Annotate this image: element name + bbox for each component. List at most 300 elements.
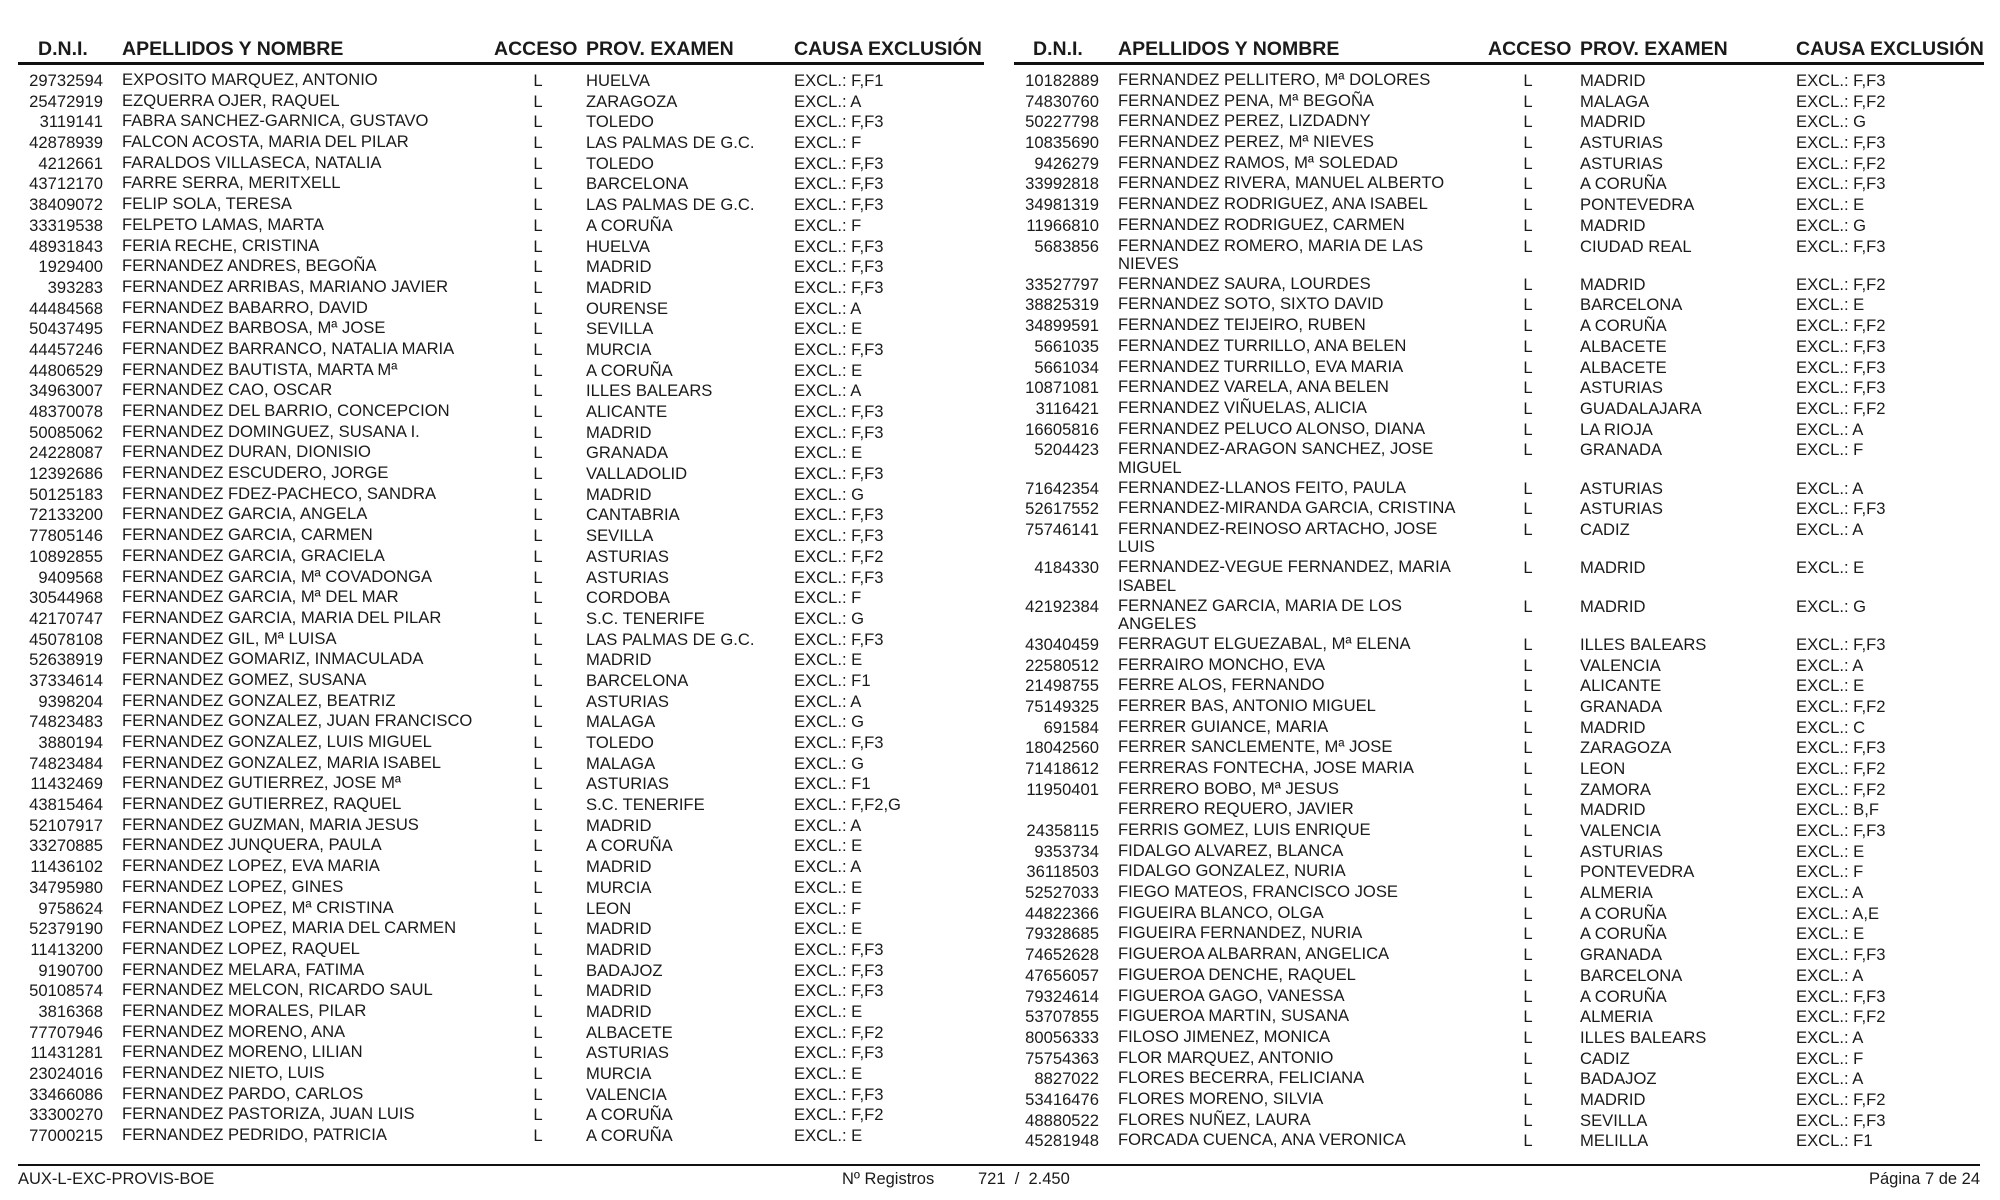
cause-cell: EXCL.: F,F3 [794, 526, 884, 546]
province-cell: BARCELONA [586, 174, 689, 194]
dni-cell: 52527033 [1025, 883, 1099, 903]
dni-cell: 75746141 [1025, 519, 1099, 539]
table-row [18, 547, 984, 568]
access-cell: L [1523, 558, 1533, 578]
name-cell: FERRER GUIANCE, MARIA [1118, 716, 1329, 736]
name-cell: FLOR MARQUEZ, ANTONIO [1118, 1047, 1334, 1067]
access-cell: L [533, 443, 543, 463]
province-cell: ILLES BALEARS [586, 381, 713, 401]
access-cell: L [533, 339, 543, 359]
name-cell: FERNANDEZ DOMINGUEZ, SUSANA I. [122, 421, 420, 441]
name-cell: FERNANDEZ PELLITERO, Mª DOLORES [1118, 70, 1431, 89]
cause-cell: EXCL.: E [794, 836, 863, 856]
name-cell: FERNANDEZ NIETO, LUIS [122, 1063, 325, 1082]
access-cell: L [533, 1022, 543, 1042]
access-cell: L [533, 774, 543, 794]
name-cell: FERNANDEZ VARELA, ANA BELEN [1118, 377, 1389, 397]
table-row [18, 174, 984, 195]
province-cell: A CORUÑA [1580, 316, 1667, 336]
name-cell: FILOSO JIMENEZ, MONICA [1118, 1026, 1331, 1046]
access-cell: L [533, 795, 543, 815]
province-cell: MALAGA [586, 753, 656, 773]
access-cell: L [1523, 883, 1533, 903]
dni-cell: 50227798 [1025, 112, 1099, 132]
name-cell: FLORES BECERRA, FELICIANA [1118, 1068, 1365, 1088]
province-cell: VALLADOLID [586, 464, 688, 484]
access-cell: L [533, 153, 543, 173]
province-cell: ALMERIA [1580, 1007, 1653, 1027]
province-cell: MADRID [1580, 717, 1646, 737]
cause-cell: EXCL.: F,F3 [1796, 945, 1886, 965]
dni-cell: 48370078 [29, 402, 103, 421]
province-cell: ILLES BALEARS [1580, 1027, 1707, 1047]
cause-cell: EXCL.: F,F3 [794, 505, 884, 525]
access-cell: L [1523, 499, 1533, 519]
name-cell: FELIP SOLA, TERESA [122, 194, 293, 214]
cause-cell: EXCL.: E [794, 650, 863, 670]
province-cell: MADRID [1580, 274, 1646, 294]
name-cell: FARALDOS VILLASECA, NATALIA [122, 152, 382, 172]
cause-cell: EXCL.: F,F2 [794, 1105, 884, 1125]
dni-cell: 11431281 [30, 1043, 103, 1063]
name-cell: FERNANDEZ GOMARIZ, INMACULADA [122, 649, 424, 669]
name-cell: FERNANDEZ BARBOSA, Mª JOSE [122, 318, 386, 338]
province-cell: MURCIA [586, 1064, 652, 1083]
cause-cell: EXCL.: F,F3 [1796, 634, 1886, 654]
access-cell: L [1523, 924, 1533, 944]
dni-cell: 30544968 [29, 588, 103, 608]
cause-cell: EXCL.: G [794, 484, 865, 504]
province-cell: ALICANTE [586, 402, 668, 421]
table-row [1014, 295, 1984, 316]
dni-cell: 74823483 [29, 712, 103, 732]
name-cell: FERNANDEZ GOMEZ, SUSANA [122, 669, 367, 689]
table-row [18, 402, 984, 423]
cause-cell: EXCL.: F,F1 [794, 71, 884, 90]
province-cell: ASTURIAS [586, 1043, 669, 1063]
access-cell: L [533, 670, 543, 690]
table-row [18, 650, 984, 671]
access-cell: L [533, 174, 543, 194]
name-cell: FERNANDEZ SAURA, LOURDES [1118, 273, 1371, 293]
dni-cell: 10835690 [1025, 133, 1099, 153]
dni-cell: 34899591 [1025, 316, 1099, 336]
dni-cell: 79324614 [1025, 986, 1099, 1006]
dni-cell: 47656057 [1025, 965, 1099, 985]
name-cell: FERNANDEZ GONZALEZ, JUAN FRANCISCO [122, 711, 473, 731]
dni-cell: 74830760 [1025, 91, 1099, 111]
access-cell: L [533, 546, 543, 566]
name-cell: FERNANDEZ LOPEZ, GINES [122, 876, 344, 896]
access-cell: L [1523, 153, 1533, 173]
table-row [1014, 337, 1984, 358]
cause-cell: EXCL.: F,F3 [794, 981, 884, 1001]
name-cell: FORCADA CUENCA, ANA VERONICA [1118, 1130, 1406, 1150]
cause-cell: EXCL.: F,F2 [1796, 1089, 1886, 1109]
access-cell: L [1523, 398, 1533, 418]
name-cell: FALCON ACOSTA, MARIA DEL PILAR [122, 132, 409, 152]
cause-cell: EXCL.: F,F3 [1796, 174, 1886, 194]
access-cell: L [1523, 1007, 1533, 1027]
cause-cell: EXCL.: E [794, 1126, 863, 1146]
access-cell: L [533, 277, 543, 297]
access-cell: L [1523, 862, 1533, 882]
province-cell: LAS PALMAS DE G.C. [586, 133, 755, 153]
name-cell: FERNANDEZ BARRANCO, NATALIA MARIA [122, 338, 455, 358]
province-cell: MADRID [586, 939, 652, 959]
name-cell: FERNANDEZ DURAN, DIONISIO [122, 442, 371, 462]
access-cell: L [1523, 440, 1533, 460]
name-cell: FERNANDEZ MELARA, FATIMA [122, 959, 365, 979]
left-column [18, 38, 984, 1147]
dni-cell: 38409072 [29, 195, 103, 215]
table-row [1014, 1049, 1984, 1070]
access-cell: L [533, 1043, 543, 1063]
dni-cell: 16605816 [1025, 419, 1099, 439]
province-cell: MADRID [586, 422, 652, 442]
table-row [18, 1085, 984, 1106]
dni-cell: 11432469 [30, 774, 103, 794]
dni-cell: 33466086 [29, 1084, 103, 1104]
cause-cell: EXCL.: E [1796, 295, 1865, 315]
province-cell: MADRID [1580, 800, 1646, 820]
name-cell: FERRAIRO MONCHO, EVA [1118, 654, 1326, 674]
name-cell: FERNANDEZ SOTO, SIXTO DAVID [1118, 294, 1384, 314]
dni-cell: 33300270 [29, 1105, 103, 1125]
cause-cell: EXCL.: A [794, 857, 862, 877]
dni-cell: 11436102 [30, 857, 103, 877]
access-cell: L [1523, 965, 1533, 985]
table-row [18, 733, 984, 754]
cause-cell: EXCL.: F,F2 [1796, 779, 1886, 799]
table-row [1014, 440, 1984, 478]
province-cell: MADRID [586, 1001, 652, 1021]
cause-cell: EXCL.: F [1796, 1048, 1864, 1068]
access-cell: L [1523, 1048, 1533, 1068]
header-rule [18, 62, 984, 65]
dni-cell: 9353734 [1034, 841, 1099, 861]
province-cell: ZARAGOZA [586, 91, 678, 111]
dni-cell: 71642354 [1025, 478, 1099, 498]
province-cell: MADRID [1580, 558, 1646, 578]
dni-cell: 42170747 [29, 608, 103, 628]
table-row [1014, 862, 1984, 883]
dni-cell: 33270885 [29, 836, 103, 856]
cause-cell: EXCL.: B,F [1796, 800, 1879, 820]
dni-cell: 24228087 [29, 443, 103, 463]
cause-cell: EXCL.: F,F3 [794, 960, 884, 980]
cause-cell: EXCL.: A [794, 815, 862, 835]
access-cell: L [1523, 174, 1533, 194]
name-cell: FERNANDEZ ARRIBAS, MARIANO JAVIER [122, 276, 449, 296]
table-row [1014, 133, 1984, 154]
table-row [18, 961, 984, 982]
cause-cell: EXCL.: E [794, 319, 863, 339]
name-cell: FIGUEROA ALBARRAN, ANGELICA [1118, 944, 1390, 964]
province-cell: A CORUÑA [1580, 903, 1667, 923]
cause-cell: EXCL.: A [1796, 655, 1864, 675]
access-cell: L [533, 608, 543, 628]
access-cell: L [533, 319, 543, 339]
name-cell: FIDALGO ALVAREZ, BLANCA [1118, 840, 1344, 860]
name-cell: FERRIS GOMEZ, LUIS ENRIQUE [1118, 820, 1371, 840]
province-cell: BARCELONA [1580, 295, 1683, 315]
cause-cell: EXCL.: F1 [1796, 1131, 1873, 1151]
name-cell: FERNANDEZ GARCIA, CARMEN [122, 525, 373, 545]
name-cell: FERNANDEZ BAUTISTA, MARTA Mª [122, 359, 398, 379]
cause-cell: EXCL.: A [1796, 1027, 1864, 1047]
dni-cell: 42878939 [29, 133, 103, 153]
table-row [18, 857, 984, 878]
access-cell: L [533, 298, 543, 318]
province-cell: LEON [1580, 758, 1626, 778]
access-cell: L [533, 1126, 543, 1146]
province-cell: LAS PALMAS DE G.C. [586, 629, 755, 649]
dni-cell: 74823484 [29, 753, 103, 773]
name-cell: FERRER SANCLEMENTE, Mª JOSE [1118, 737, 1393, 757]
access-cell: L [1523, 295, 1533, 315]
province-cell: MADRID [1580, 112, 1646, 132]
dni-cell: 74652628 [1025, 945, 1099, 965]
name-cell: FERNANDEZ GONZALEZ, MARIA ISABEL [122, 752, 442, 772]
access-cell: L [1523, 1027, 1533, 1047]
cause-cell: EXCL.: F,F2,G [794, 795, 901, 815]
access-cell: L [1523, 478, 1533, 498]
access-cell: L [533, 1001, 543, 1021]
table-row [18, 1023, 984, 1044]
access-cell: L [1523, 800, 1533, 820]
access-cell: L [533, 195, 543, 215]
province-cell: ASTURIAS [1580, 133, 1663, 153]
table-row [1014, 759, 1984, 780]
cause-cell: EXCL.: F [794, 215, 862, 235]
dni-cell: 5661034 [1034, 357, 1099, 377]
access-cell: L [533, 650, 543, 670]
dni-cell: 75149325 [1025, 696, 1099, 716]
dni-cell: 33992818 [1025, 174, 1099, 194]
name-cell: FERNANDEZ GUTIERREZ, RAQUEL [122, 794, 402, 814]
access-cell: L [1523, 945, 1533, 965]
cause-cell: EXCL.: F,F3 [794, 567, 884, 587]
cause-cell: EXCL.: E [1796, 924, 1865, 944]
records-label: Nº Registros [842, 1170, 935, 1188]
access-cell: L [1523, 316, 1533, 336]
cause-cell: EXCL.: E [794, 1064, 863, 1083]
dni-cell: 3880194 [38, 733, 103, 752]
dni-cell: 12392686 [29, 464, 103, 484]
province-cell: VALENCIA [586, 1084, 667, 1104]
access-cell: L [533, 981, 543, 1001]
table-row [1014, 904, 1984, 925]
dni-cell: 77707946 [29, 1022, 103, 1042]
cause-cell: EXCL.: E [794, 877, 863, 897]
cause-cell: EXCL.: F,F3 [794, 257, 884, 277]
table-row [1014, 92, 1984, 113]
cause-cell: EXCL.: F,F3 [794, 153, 884, 173]
dni-cell: 21498755 [1025, 676, 1099, 696]
right-rows [1014, 71, 1984, 1152]
cause-cell: EXCL.: G [1796, 215, 1867, 235]
dni-cell: 43712170 [29, 174, 103, 194]
table-row [18, 195, 984, 216]
access-cell: L [1523, 215, 1533, 235]
dni-cell: 38825319 [1025, 295, 1099, 315]
cause-cell: EXCL.: F,F2 [1796, 153, 1886, 173]
table-row [18, 1126, 984, 1147]
dni-cell: 5683856 [1034, 236, 1099, 256]
dni-cell: 9398204 [38, 691, 103, 711]
dni-cell: 34963007 [29, 381, 103, 401]
page-footer [18, 1164, 1980, 1188]
cause-cell: EXCL.: F,F3 [794, 174, 884, 194]
access-cell: L [533, 71, 543, 90]
cause-cell: EXCL.: F,F2 [794, 1022, 884, 1042]
report-code: AUX-L-EXC-PROVIS-BOE [18, 1170, 215, 1188]
dni-cell: 72133200 [29, 505, 103, 525]
dni-cell: 44822366 [1025, 903, 1099, 923]
access-cell: L [1523, 758, 1533, 778]
province-cell: MADRID [1580, 596, 1646, 616]
province-cell: S.C. TENERIFE [586, 608, 705, 628]
province-cell: CADIZ [1580, 1048, 1630, 1068]
province-cell: MURCIA [586, 339, 652, 359]
table-row [18, 981, 984, 1002]
dni-cell: 9409568 [38, 567, 103, 587]
dni-cell: 48880522 [1025, 1110, 1099, 1130]
cause-cell: EXCL.: F,F2 [1796, 316, 1886, 336]
province-cell: ILLES BALEARS [1580, 634, 1707, 654]
table-row [18, 92, 984, 113]
dni-cell: 53416476 [1025, 1089, 1099, 1109]
name-cell: EZQUERRA OJER, RAQUEL [122, 90, 340, 110]
table-row [1014, 520, 1984, 558]
access-cell: L [533, 629, 543, 649]
table-row [18, 1002, 984, 1023]
dni-cell: 10871081 [1025, 378, 1099, 398]
name-cell: FERNANDEZ LOPEZ, Mª CRISTINA [122, 897, 394, 917]
access-cell: L [533, 919, 543, 939]
access-cell: L [533, 939, 543, 959]
header-cause: CAUSA EXCLUSIÓN [794, 38, 982, 60]
access-cell: L [1523, 336, 1533, 356]
table-row [18, 526, 984, 547]
name-cell: FERNANDEZ GONZALEZ, LUIS MIGUEL [122, 732, 432, 751]
cause-cell: EXCL.: F,F3 [794, 422, 884, 442]
table-row [18, 671, 984, 692]
access-cell: L [533, 1064, 543, 1083]
access-cell: L [533, 691, 543, 711]
province-cell: ALMERIA [1580, 883, 1653, 903]
dni-cell: 11950401 [1026, 779, 1099, 799]
dni-cell: 29732594 [29, 71, 103, 90]
name-cell: FABRA SANCHEZ-GARNICA, GUSTAVO [122, 111, 429, 131]
dni-cell: 9426279 [1034, 153, 1099, 173]
table-row [1014, 945, 1984, 966]
table-row [1014, 842, 1984, 863]
name-cell: FIGUEIRA FERNANDEZ, NURIA [1118, 923, 1363, 943]
table-row [18, 361, 984, 382]
cause-cell: EXCL.: E [1796, 841, 1865, 861]
cause-cell: EXCL.: E [794, 360, 863, 380]
access-cell: L [533, 815, 543, 835]
name-cell: FERNANDEZ PELUCO ALONSO, DIANA [1118, 418, 1426, 438]
name-cell: FERNANDEZ GUTIERREZ, JOSE Mª [122, 773, 402, 793]
name-cell: FERNANDEZ PEDRIDO, PATRICIA [122, 1125, 387, 1145]
province-cell: VALENCIA [1580, 655, 1661, 675]
table-row [1014, 378, 1984, 399]
table-row [18, 1043, 984, 1064]
name-cell: FERNANDEZ GARCIA, GRACIELA [122, 545, 385, 565]
cause-cell: EXCL.: F,F3 [1796, 236, 1886, 256]
table-row [1014, 1131, 1984, 1152]
province-cell: MURCIA [586, 877, 652, 897]
province-cell: A CORUÑA [586, 836, 673, 856]
cause-cell: EXCL.: F,F3 [1796, 986, 1886, 1006]
access-cell: L [533, 857, 543, 877]
access-cell: L [1523, 779, 1533, 799]
name-cell: FERNANDEZ GIL, Mª LUISA [122, 628, 337, 648]
cause-cell: EXCL.: F,F3 [1796, 821, 1886, 841]
access-cell: L [533, 712, 543, 732]
access-cell: L [533, 898, 543, 918]
dni-cell: 11966810 [1026, 215, 1099, 235]
province-cell: BARCELONA [1580, 965, 1683, 985]
dni-cell: 8827022 [1034, 1069, 1099, 1089]
province-cell: SEVILLA [1580, 1110, 1648, 1130]
access-cell: L [1523, 903, 1533, 923]
name-cell: FERNANDEZ-ARAGON SANCHEZ, JOSE MIGUEL [1118, 439, 1434, 477]
cause-cell: EXCL.: A [1796, 1069, 1864, 1089]
province-cell: ALICANTE [1580, 676, 1662, 696]
province-cell: TOLEDO [586, 153, 654, 173]
table-row [1014, 800, 1984, 821]
province-cell: GRANADA [586, 443, 669, 463]
access-cell: L [1523, 634, 1533, 654]
cause-cell: EXCL.: F,F3 [794, 629, 884, 649]
table-row [18, 1064, 984, 1085]
access-cell: L [1523, 519, 1533, 539]
dni-cell: 44457246 [29, 339, 103, 359]
cause-cell: EXCL.: F [794, 588, 862, 608]
cause-cell: EXCL.: A [794, 91, 862, 111]
dni-cell: 23024016 [29, 1064, 103, 1083]
table-row [18, 795, 984, 816]
cause-cell: EXCL.: F,F3 [794, 464, 884, 484]
province-cell: BARCELONA [586, 670, 689, 690]
cause-cell: EXCL.: F,F3 [794, 939, 884, 959]
access-cell: L [533, 381, 543, 401]
dni-cell: 48931843 [29, 236, 103, 256]
dni-cell: 9190700 [38, 960, 103, 980]
access-cell: L [533, 1105, 543, 1125]
cause-cell: EXCL.: F,F3 [794, 236, 884, 256]
dni-cell: 33319538 [29, 215, 103, 235]
cause-cell: EXCL.: F,F2 [794, 546, 884, 566]
access-cell: L [1523, 821, 1533, 841]
name-cell: FELPETO LAMAS, MARTA [122, 214, 324, 234]
access-cell: L [1523, 378, 1533, 398]
dni-cell: 52638919 [29, 650, 103, 670]
access-cell: L [1523, 133, 1533, 153]
dni-cell: 22580512 [1025, 655, 1099, 675]
table-row [1014, 924, 1984, 945]
dni-cell: 50125183 [29, 484, 103, 504]
dni-cell: 50085062 [29, 422, 103, 442]
province-cell: A CORUÑA [1580, 174, 1667, 194]
table-row [18, 443, 984, 464]
cause-cell: EXCL.: F,F2 [1796, 274, 1886, 294]
access-cell: L [1523, 236, 1533, 256]
